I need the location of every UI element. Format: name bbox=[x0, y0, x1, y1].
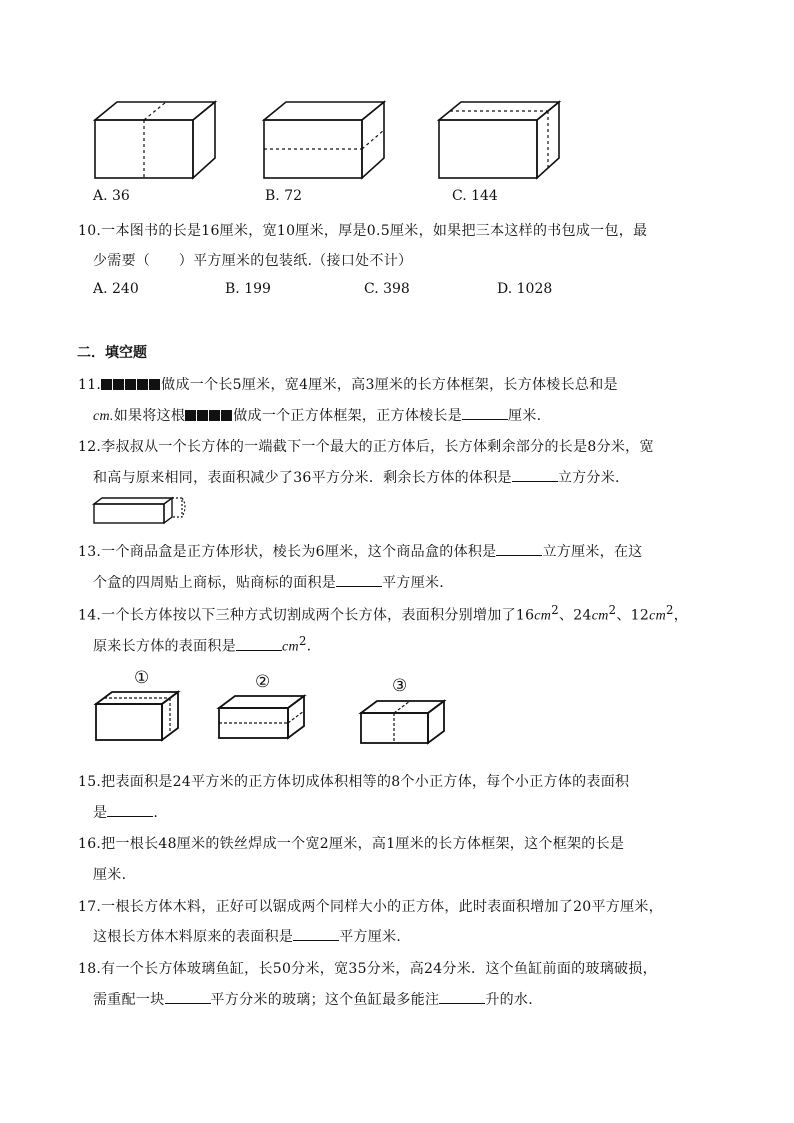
q17-line2 bbox=[93, 926, 401, 946]
q11-answer-blank[interactable] bbox=[462, 406, 508, 420]
q14-line2 bbox=[93, 634, 311, 656]
q14-sep-1: 、 bbox=[558, 607, 574, 624]
q14-line1 bbox=[78, 603, 688, 625]
q13-answer-blank-1[interactable] bbox=[496, 542, 542, 556]
q15-text-2b: . bbox=[153, 805, 159, 821]
q17-line1 bbox=[78, 896, 663, 916]
cuboid-figure-a bbox=[93, 100, 218, 182]
q9-option-c: C. 144 bbox=[452, 188, 498, 204]
q18-text-2a: 需重配一块 bbox=[93, 992, 165, 1008]
section-heading: 二．填空题 bbox=[77, 345, 147, 361]
q14-unit-2: cm bbox=[591, 608, 609, 624]
q14-value-2: 24 bbox=[573, 607, 592, 624]
q14-comma: ， bbox=[673, 607, 689, 624]
q18-line1 bbox=[78, 958, 657, 978]
q11-text-2b: 如果将这根 bbox=[113, 408, 186, 424]
q12-answer-blank[interactable] bbox=[512, 468, 558, 482]
q10-text-2: 少需要（ ）平方厘米的包装纸.（接口处不计） bbox=[93, 253, 413, 269]
q12-text-2a: 和高与原来相同，表面积减少了36平方分米．剩余长方体的体积是 bbox=[93, 470, 512, 486]
q9-option-b: B. 72 bbox=[265, 188, 303, 204]
q16-number: 16. bbox=[78, 836, 102, 852]
q15-text-2a: 是 bbox=[93, 805, 108, 821]
q12-number: 12. bbox=[78, 439, 102, 455]
q16-text-1: 把一根长48厘米的铁丝焊成一个宽2厘米，高1厘米的长方体框架，这个框架的长是 bbox=[101, 836, 625, 852]
q17-text-2a: 这根长方体木料原来的表面积是 bbox=[93, 929, 294, 945]
cuboid-figure-c bbox=[437, 100, 562, 182]
q10-option-d: D. 1028 bbox=[497, 281, 553, 297]
q14-cut-figure-2 bbox=[216, 694, 311, 744]
q14-number: 14. bbox=[78, 607, 102, 624]
q14-label-3: ③ bbox=[392, 676, 408, 696]
q14-sep-2: 、 bbox=[616, 607, 631, 624]
q15-number: 15. bbox=[78, 774, 102, 790]
q17-number: 17. bbox=[78, 899, 102, 915]
q14-cut-figure-3 bbox=[358, 699, 453, 747]
q15-line2 bbox=[93, 802, 158, 822]
q12-text-2b: 立方分米. bbox=[557, 470, 620, 486]
q13-line1 bbox=[78, 541, 643, 561]
q11-text-2d: 厘米. bbox=[508, 408, 542, 424]
q14-text-2a: 原来长方体的表面积是 bbox=[93, 638, 236, 655]
q14-unit-1: cm bbox=[534, 608, 552, 624]
q14-answer-blank[interactable] bbox=[236, 637, 282, 651]
q13-line2 bbox=[93, 572, 444, 592]
q16-line1 bbox=[78, 833, 624, 853]
q18-answer-blank-1[interactable] bbox=[165, 990, 211, 1004]
q10-option-c: C. 398 bbox=[364, 281, 410, 297]
q11-line2 bbox=[93, 405, 541, 425]
q14-sup-1: 2 bbox=[551, 603, 559, 617]
q15-line1 bbox=[78, 771, 629, 791]
q10-option-b: B. 199 bbox=[225, 281, 271, 297]
q10-text-1: 一本图书的长是16厘米，宽10厘米，厚是0.5厘米，如果把三本这样的书包成一包，最 bbox=[101, 223, 648, 239]
q16-text-2: 厘米. bbox=[93, 867, 127, 883]
q18-text-2b: 平方分米的玻璃；这个鱼缸最多能注 bbox=[210, 992, 440, 1008]
q12-line2 bbox=[93, 467, 620, 487]
q18-line2 bbox=[93, 989, 533, 1009]
q17-text-2b: 平方厘米. bbox=[339, 929, 402, 945]
q14-cut-figure-1 bbox=[92, 690, 187, 745]
q10-number: 10. bbox=[78, 223, 102, 239]
q9-option-a: A. 36 bbox=[93, 188, 130, 204]
q18-text-2c: 升的水. bbox=[485, 992, 533, 1008]
q18-answer-blank-2[interactable] bbox=[439, 990, 485, 1004]
q13-answer-blank-2[interactable] bbox=[336, 573, 382, 587]
q14-sup-3: 2 bbox=[666, 603, 674, 617]
q14-sup-2: 2 bbox=[608, 603, 617, 617]
q11-text-1: 做成一个长5厘米，宽4厘米，高3厘米的长方体框架，长方体棱长总和是 bbox=[161, 377, 618, 393]
q15-text-1: 把表面积是24平方米的正方体切成体积相等的8个小正方体，每个小正方体的表面积 bbox=[101, 774, 630, 790]
q14-unit-3: cm bbox=[649, 608, 667, 624]
q11-unit-cm: cm. bbox=[93, 409, 114, 424]
q15-answer-blank[interactable] bbox=[107, 803, 153, 817]
q14-sup-4: 2 bbox=[298, 634, 307, 648]
q13-text-1a: 一个商品盒是正方体形状，棱长为6厘米，这个商品盒的体积是 bbox=[101, 544, 497, 560]
q11-line1 bbox=[78, 374, 618, 394]
q11-text-2c: 做成一个正方体框架，正方体棱长是 bbox=[233, 408, 463, 424]
q18-number: 18. bbox=[78, 961, 102, 977]
q17-answer-blank[interactable] bbox=[293, 927, 339, 941]
q10-line1 bbox=[78, 220, 647, 240]
q14-unit-4: cm bbox=[282, 639, 299, 655]
q14-period: . bbox=[306, 638, 312, 655]
q12-line1 bbox=[78, 436, 654, 456]
q13-text-2b: 平方厘米. bbox=[382, 575, 445, 591]
q10-option-a: A. 240 bbox=[93, 281, 139, 297]
q12-text-1: 李叔叔从一个长方体的一端截下一个最大的正方体后，长方体剩余部分的长是8分米，宽 bbox=[101, 439, 654, 455]
q14-value-3: 12 bbox=[630, 607, 650, 624]
redacted-squares-2 bbox=[185, 408, 233, 424]
q13-text-1b: 立方厘米，在这 bbox=[542, 544, 643, 560]
q17-text-1: 一根长方体木料，正好可以锯成两个同样大小的正方体，此时表面积增加了20平方厘米， bbox=[101, 899, 663, 915]
q14-text-1a: 一个长方体按以下三种方式切割成两个长方体，表面积分别增加了16 bbox=[101, 607, 535, 624]
q13-text-2a: 个盒的四周贴上商标，贴商标的面积是 bbox=[93, 575, 337, 591]
q14-label-1: ① bbox=[134, 668, 150, 688]
q11-number: 11. bbox=[78, 377, 102, 393]
q13-number: 13. bbox=[78, 544, 102, 560]
q18-text-1: 有一个长方体玻璃鱼缸，长50分米，宽35分米，高24分米．这个鱼缸前面的玻璃破损， bbox=[101, 961, 657, 977]
q14-label-2: ② bbox=[255, 672, 271, 692]
cuboid-figure-b bbox=[262, 100, 387, 182]
q12-cuboid-figure bbox=[92, 496, 192, 528]
redacted-squares bbox=[101, 377, 161, 393]
